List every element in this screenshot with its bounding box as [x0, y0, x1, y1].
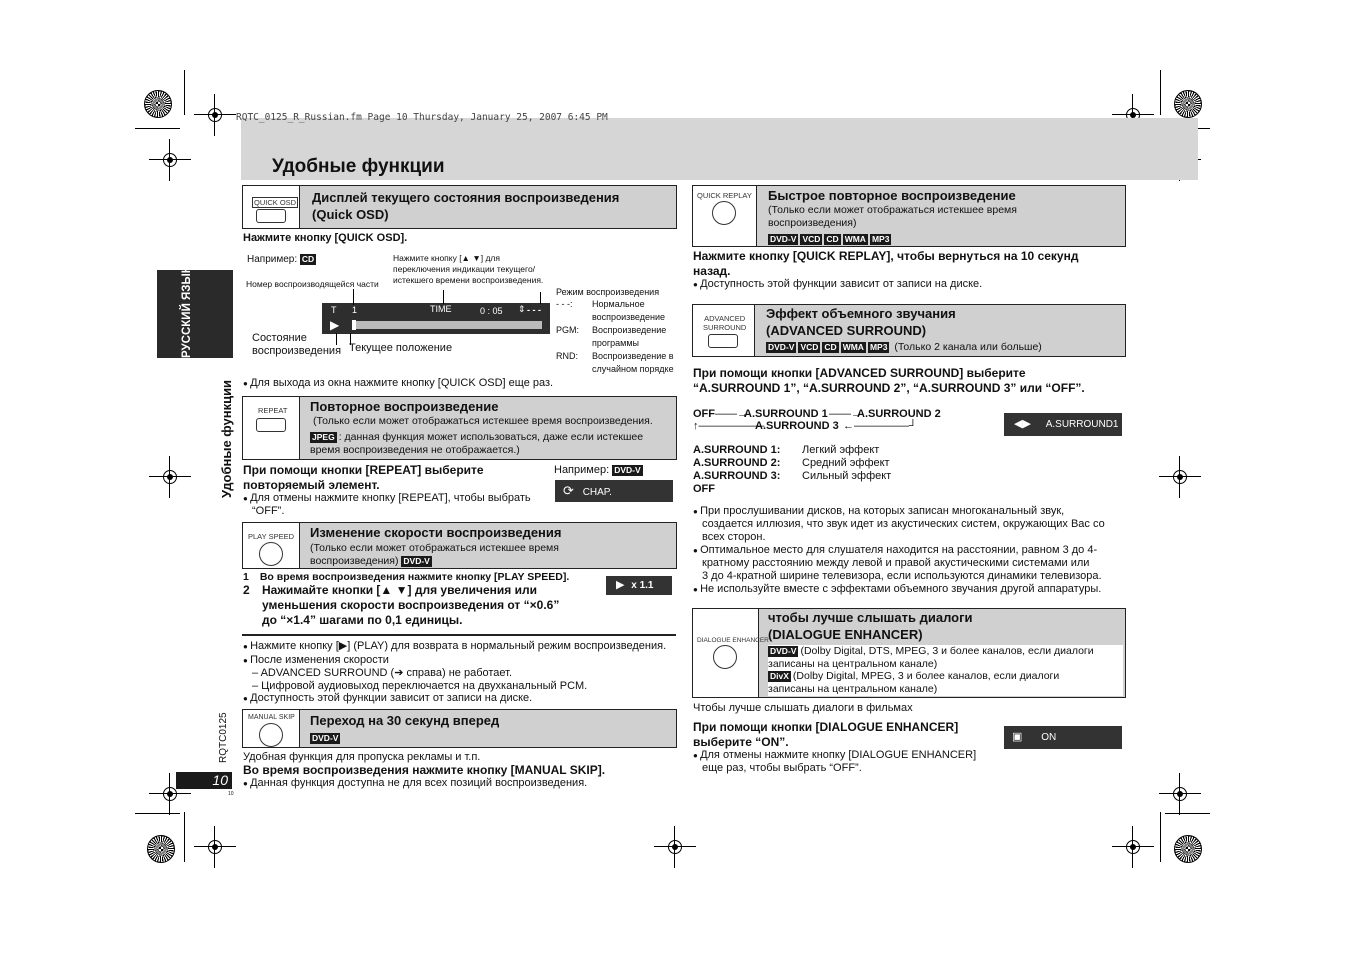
label-current-position: Текущее положение: [349, 342, 453, 354]
page-number: 10: [176, 772, 232, 789]
dialogue-divx-note: DivX (Dolby Digital, MPEG, 3 и более каналов, если диалоги записаны на центральном канале): [768, 670, 1123, 696]
language-tab-label: РУССКИЙ ЯЗЫК: [181, 266, 193, 358]
jpeg-tag: JPEG: [312, 431, 335, 442]
quick-osd-button-label: QUICK OSD: [254, 198, 297, 207]
repeat-title: Повторное воспроизведение: [310, 399, 499, 414]
surround-title: Эффект объемного звучания (ADVANCED SURROUND): [766, 306, 956, 338]
label-press-arrows: Нажмите кнопку [▲ ▼] для переключения индикации текущего/ истекшего времени воспроизведения.: [393, 253, 544, 285]
dialogue-button-label: DIALOGUE ENHANCER: [697, 637, 769, 644]
play-speed-button-label: PLAY SPEED: [248, 532, 294, 541]
osd-time-label: TIME: [430, 304, 452, 314]
play-speed-button-icon: [259, 542, 283, 566]
quick-replay-icon-cell: [693, 186, 757, 246]
pointer-line: [443, 290, 444, 304]
repeat-button-icon: [256, 418, 286, 432]
surround-instruction: При помощи кнопки [ADVANCED SURROUND] выберите “A.SURROUND 1”, “A.SURROUND 2”, “A.SURROUND 3” или “OFF”.: [693, 366, 1085, 395]
quick-replay-box: [692, 185, 1126, 247]
registration-star-top-left: [144, 90, 172, 118]
quick-osd-box: [242, 185, 677, 229]
play-mode-table: - - -: Нормальное воспроизведение PGM: Воспроизведение программы RND: Воспроизведение в случайном порядке: [556, 299, 674, 374]
manual-skip-title: Переход на 30 секунд вперед: [310, 713, 500, 728]
dialogue-icon: ▣: [1012, 731, 1023, 743]
dialogue-button-icon: [713, 645, 737, 669]
osd-progress-marker: [352, 320, 356, 330]
dialogue-dvd-note: DVD-V (Dolby Digital, DTS, MPEG, 3 и более каналов, если диалоги записаны на центральном канале): [768, 645, 1123, 671]
divider: [242, 634, 676, 636]
surround-button-label: ADVANCED SURROUND: [703, 314, 747, 332]
dvd-v-tag: DVD-V: [403, 555, 430, 566]
page-number-small: 10: [228, 791, 234, 797]
document-code: RQTC0125: [218, 712, 229, 763]
osd-progress-bar: [352, 321, 542, 329]
osd-mode: - - -: [527, 305, 541, 315]
surround-button-icon: [708, 334, 738, 348]
registration-mark: [155, 145, 185, 175]
manual-skip-box: [242, 709, 677, 748]
dialogue-box: [692, 608, 1126, 698]
crop-mark: [135, 813, 180, 814]
osd-display: [322, 303, 550, 334]
registration-mark: [200, 100, 230, 130]
crop-mark: [135, 128, 180, 129]
dialogue-title: чтобы лучше слышать диалоги (DIALOGUE ENHANCER): [768, 610, 973, 642]
quick-osd-icon-cell: [243, 186, 300, 228]
quick-replay-note-bullet: ● Доступность этой функции зависит от записи на диске.: [693, 278, 982, 291]
dvd-v-tag: DVD-V: [312, 732, 339, 743]
registration-mark: [1118, 832, 1148, 862]
quick-replay-button-label: QUICK REPLAY: [697, 191, 752, 200]
osd-clock: 0 : 05: [480, 306, 503, 316]
manual-skip-desc: Удобная функция для пропуска рекламы и т.п.: [243, 751, 481, 763]
play-speed-box: [242, 522, 677, 569]
surround-cycle: OFF ——→ A.SURROUND 1 ——→ A.SURROUND 2 ↑—————— A.SURROUND 3 ←—————┘: [693, 408, 941, 432]
quick-replay-tags: DVD-V VCD CD WMA MP3: [770, 234, 890, 245]
repeat-icon-cell: [243, 397, 300, 459]
divx-tag: DivX: [770, 670, 789, 681]
registration-mark: [1165, 779, 1195, 809]
surround-icon-cell: [693, 305, 755, 356]
quick-osd-exit-note: ● Для выхода из окна нажмите кнопку [QUICK OSD] еще раз.: [243, 377, 553, 390]
dialogue-display: ▣ ON: [1004, 726, 1122, 749]
crop-mark: [1165, 813, 1210, 814]
registration-mark: [200, 832, 230, 862]
manual-skip-button-label: MANUAL SKIP: [248, 714, 295, 721]
surround-notes: ● При прослушивании дисков, на которых записан многоканальный звук, создается иллюзия, что звук идет из акустических систем, окружающих Вас со всех сторон. ● Оптимальное место для слушателя находится на расстоянии, равном 3 до 4- кратному расстоянию между левой и правой акустическими системами или 3 до 4-кратной ширине телевизора, если используются динамики телевизора. ● Не используйте вместе с эффектами объемного звучания другой аппаратуры.: [693, 505, 1105, 596]
quick-osd-example-label: Например: CD: [247, 253, 315, 265]
registration-star-bottom-right: [1174, 835, 1202, 863]
play-speed-notes: ● Нажмите кнопку [▶] (PLAY) для возврата в нормальный режим воспроизведения. ● После изменения скорости – ADVANCED SURROUND (➔ справа) не работает. – Цифровой аудиовыход переключается на двухканальный PCM. ● Доступность этой функции зависит от записи на диске.: [243, 640, 666, 706]
crop-mark: [184, 812, 185, 862]
quick-osd-instruction: Нажмите кнопку [QUICK OSD].: [243, 232, 408, 244]
repeat-example-label: Например: DVD-V: [554, 464, 641, 476]
dialogue-icon-cell: [693, 609, 769, 697]
crop-mark: [1160, 812, 1161, 862]
repeat-box: [242, 396, 677, 460]
manual-skip-button-icon: [259, 723, 283, 747]
surround-definitions: A.SURROUND 1: Легкий эффект A.SURROUND 2: Средний эффект A.SURROUND 3: Сильный эффект OFF: [693, 444, 892, 495]
crop-mark: [1160, 70, 1161, 115]
repeat-note: (Только если может отображаться истекшее время воспроизведения.: [313, 415, 653, 427]
registration-star-bottom-left: [147, 835, 175, 863]
osd-track-number: 1: [352, 305, 358, 315]
play-icon: ▶: [616, 579, 625, 591]
file-info-line: RQTC_0125_R_Russian.fm Page 10 Thursday, January 25, 2007 6:45 PM: [236, 112, 608, 123]
manual-skip-instruction: Во время воспроизведения нажмите кнопку [MANUAL SKIP].: [243, 763, 606, 777]
play-speed-display: ▶ x 1.1: [606, 576, 672, 595]
quick-replay-instruction: Нажмите кнопку [QUICK REPLAY], чтобы вернуться на 10 секунд назад.: [693, 249, 1079, 278]
side-section-title: Удобные функции: [219, 379, 234, 498]
registration-star-top-right: [1174, 90, 1202, 118]
manual-skip-note: ● Данная функция доступна не для всех позиций воспроизведения.: [243, 777, 587, 790]
repeat-icon: ⟳: [563, 483, 574, 498]
dvd-v-tag: DVD-V: [614, 464, 641, 475]
repeat-cancel-note: ● Для отмены нажмите кнопку [REPEAT], чтобы выбрать “OFF”.: [243, 492, 531, 518]
surround-tags: DVD-V VCD CD WMA MP3 (Только 2 канала или больше): [768, 341, 1042, 353]
dialogue-instruction: При помощи кнопки [DIALOGUE ENHANCER] выберите “ON”.: [693, 720, 959, 749]
dialogue-desc: Чтобы лучше слышать диалоги в фильмах: [693, 702, 913, 714]
cd-tag: CD: [301, 253, 315, 264]
label-play-mode: Режим воспроизведения: [556, 287, 660, 297]
registration-mark: [1165, 462, 1195, 492]
label-playback-state: Состояние воспроизведения: [252, 332, 342, 357]
speaker-icon: ◀▶: [1014, 418, 1031, 430]
quick-replay-button-icon: [712, 201, 736, 225]
repeat-instruction: При помощи кнопки [REPEAT] выберите повторяемый элемент.: [243, 463, 484, 492]
manual-skip-tag-line: [310, 732, 342, 745]
surround-display: ◀▶ A.SURROUND1: [1004, 413, 1122, 436]
pointer-line: [353, 289, 354, 305]
label-part-number: Номер воспроизводящейся части: [246, 279, 379, 289]
registration-mark: [660, 832, 690, 862]
quick-replay-title: Быстрое повторное воспроизведение: [768, 188, 1016, 203]
language-tab: [157, 270, 233, 358]
play-speed-step-2: 2 Нажимайте кнопки [▲ ▼] для увеличения или уменьшения скорости воспроизведения от “×0.6” до “×1.4” шагами по 0,1 единицы.: [243, 583, 560, 627]
quick-replay-note: (Только если может отображаться истекшее время воспроизведения): [768, 204, 1017, 229]
osd-updown-icon: ⇕: [518, 304, 526, 314]
play-speed-step-1: 1 Во время воспроизведения нажмите кнопку [PLAY SPEED].: [243, 571, 570, 583]
manual-skip-icon-cell: [243, 710, 300, 747]
page-title: Удобные функции: [272, 156, 445, 177]
surround-box: [692, 304, 1126, 357]
play-speed-note: (Только если может отображаться истекшее время воспроизведения) DVD-V: [310, 542, 559, 567]
play-icon: ▶: [330, 318, 340, 332]
repeat-button-label: REPEAT: [258, 406, 288, 415]
repeat-jpeg-note: JPEG : данная функция может использоваться, даже если истекшее время воспроизведения не отображается.): [310, 431, 644, 456]
registration-mark: [155, 462, 185, 492]
quick-osd-button-icon: [256, 209, 286, 223]
dvd-v-tag: DVD-V: [770, 645, 797, 656]
play-speed-title: Изменение скорости воспроизведения: [310, 525, 562, 540]
osd-track-label: T: [331, 305, 337, 315]
pointer-line: [540, 292, 541, 304]
dialogue-cancel-note: ● Для отмены нажмите кнопку [DIALOGUE ENHANCER] еще раз, чтобы выбрать “OFF”.: [693, 749, 976, 775]
quick-osd-title: Дисплей текущего состояния воспроизведения (Quick OSD): [312, 190, 620, 222]
play-speed-icon-cell: [243, 523, 300, 568]
repeat-display: ⟳ CHAP.: [555, 480, 673, 502]
crop-mark: [184, 70, 185, 115]
